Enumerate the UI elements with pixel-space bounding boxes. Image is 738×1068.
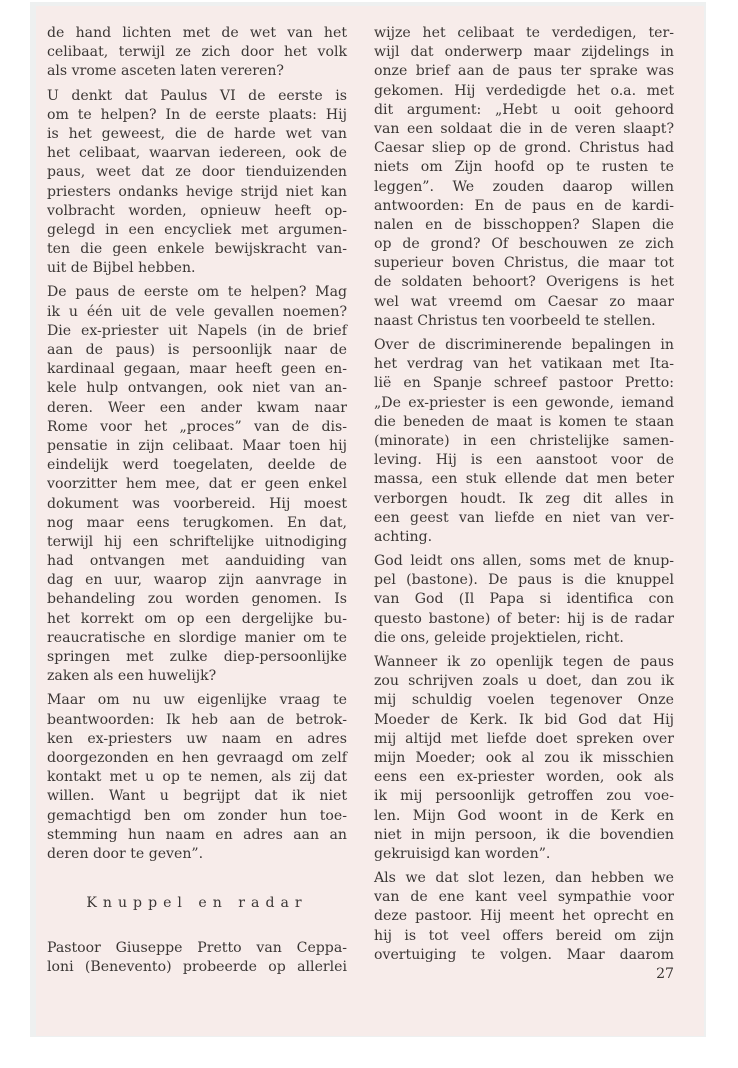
text-line: „De ex-priester is een gewonde, iemand <box>374 394 674 411</box>
text-line: mij altijd met liefde doet spreken over <box>374 730 674 747</box>
text-line: dokument was voorbereid. Hij moest <box>47 495 347 512</box>
text-line: volbracht worden, opnieuw heeft op- <box>47 202 347 219</box>
text-line: eindelijk werd toegelaten, deelde de <box>47 457 347 474</box>
text-line: ik u één uit de vele gevallen noemen? <box>47 303 347 320</box>
text-line: mijn Moeder; ook al zou ik misschien <box>374 749 674 766</box>
text-line: ten die geen enkele bewijskracht van- <box>47 241 347 258</box>
text-line: achting. <box>374 528 433 545</box>
text-line: kardinaal gegaan, maar heeft geen en- <box>47 361 347 378</box>
paragraph <box>47 939 347 977</box>
text-line: God leidt ons allen, soms met de knup- <box>374 553 674 570</box>
text-line: springen met zulke diep-persoonlijke <box>47 649 347 665</box>
text-line: eens een ex-priester worden, ook als <box>374 769 674 786</box>
text-line: terwijl hij een schriftelijke uitnodiging <box>47 533 347 550</box>
paragraph <box>47 283 347 686</box>
text-line: lië en Spanje schreef pastoor Pretto: <box>374 375 674 392</box>
paragraph <box>47 24 347 82</box>
text-line: dit argument: „Hebt u ooit gehoord <box>374 101 674 118</box>
text-line: naast Christus ten voorbeeld te stellen. <box>374 312 656 329</box>
text-line: paus, weet dat ze door tienduizenden <box>47 164 347 181</box>
text-line: gemachtigd ben om zonder hun toe- <box>47 807 347 824</box>
text-line: van een soldaat die in de veren slaapt? <box>374 120 674 137</box>
text-line: Moeder de Kerk. Ik bid God dat Hij <box>374 711 674 728</box>
text-line: had ontvangen met aanduiding van <box>47 553 347 570</box>
text-line: voorzitter hem mee, dat er geen enkel <box>47 476 347 493</box>
text-line: gekomen. Hij verdedigde het o.a. met <box>374 82 674 99</box>
text-line: dag en uur, waarop zijn aanvrage in <box>47 572 347 589</box>
text-line: De paus de eerste om te helpen? Mag <box>47 284 347 301</box>
text-line: niets om Zijn hoofd op te rusten te <box>374 159 674 176</box>
text-line: een geest van liefde en niet van ver- <box>374 509 674 526</box>
text-line: Die ex-priester uit Napels (in de brief <box>47 322 347 339</box>
text-line: questo bastone) of beter: hij is de radar <box>374 610 674 627</box>
text-line: ik mij persoonlijk getroffen zou voe- <box>374 788 674 805</box>
text-line: nog maar eens terugkomen. En dat, <box>47 514 347 531</box>
text-line: wel wat vreemd om Caesar zo maar <box>374 293 674 310</box>
text-line: (minorate) in een christelijke samen- <box>374 432 674 449</box>
text-line: zaken als een huwelijk? <box>47 668 217 685</box>
text-line: pensatie in zijn celibaat. Maar toen hij <box>47 437 347 454</box>
text-line: priesters ondanks hevige strijd niet kan <box>47 183 347 200</box>
text-line: het verdrag van het vatikaan met Ita- <box>374 356 674 373</box>
text-line: Als we dat slot lezen, dan hebben we <box>374 870 674 887</box>
text-line: U denkt dat Paulus VI de eerste is <box>47 87 347 104</box>
paragraph <box>47 87 347 279</box>
text-line: van God (Il Papa si identifica con <box>374 591 674 608</box>
paragraph <box>374 653 674 864</box>
text-line: deren. Weer een ander kwam naar <box>47 399 347 416</box>
text-line: len. Mijn God woont in de Kerk en <box>374 807 674 824</box>
text-line: gelegd in een encycliek met argumen- <box>47 221 347 238</box>
text-line: willen. Want u begrijpt dat ik niet <box>47 788 347 805</box>
text-line: overtuiging te volgen. Maar daarom <box>374 946 674 963</box>
text-line: Pastoor Giuseppe Pretto van Ceppa- <box>47 940 347 957</box>
paragraph <box>374 869 674 965</box>
text-line: gekruisigd kan worden”. <box>374 845 551 862</box>
text-line: het celibaat, waarvan iedereen, ook de <box>47 145 347 162</box>
text-line: Maar om nu uw eigenlijke vraag te <box>47 692 347 709</box>
left-column <box>47 24 347 978</box>
text-line: mij schuldig voelen tegenover Onze <box>374 692 674 709</box>
text-line: om te helpen? In de eerste plaats: Hij <box>47 106 347 123</box>
section-heading: Knuppel en radar <box>86 895 308 912</box>
text-line: onze brief aan de paus ter sprake was <box>374 63 674 80</box>
text-line: ken ex-priesters uw naam en adres <box>47 730 347 747</box>
text-line: het korrekt om op een dergelijke bu- <box>47 610 347 627</box>
text-line: wijze het celibaat te verdedigen, ter- <box>374 25 674 41</box>
text-line: uit de Bijbel hebben. <box>47 260 196 277</box>
text-line: loni (Benevento) probeerde op allerlei <box>47 959 347 976</box>
text-line: als vrome asceten laten vereren? <box>47 63 284 80</box>
text-line: de soldaten behoort? Overigens is het <box>374 274 674 291</box>
paragraph <box>374 336 674 547</box>
text-line: die beneden de maat is komen te staan <box>374 413 674 430</box>
text-line: Over de discriminerende bepalingen in <box>374 337 674 353</box>
text-line: behandeling zou worden genomen. Is <box>47 591 347 608</box>
text-line: superieur boven Christus, die maar tot <box>374 255 674 272</box>
text-line: hij is tot veel offers bereid om zijn <box>374 927 674 944</box>
text-line: Wanneer ik zo openlijk tegen de paus <box>374 654 674 670</box>
text-line: pel (bastone). De paus is die knuppel <box>374 572 674 589</box>
text-line: op de grond? Of beschouwen ze zich <box>374 236 674 253</box>
text-line: die ons, geleide projektielen, richt. <box>374 629 624 646</box>
text-line: Rome voor het „proces” van de dis- <box>47 418 347 435</box>
text-line: deren door te geven”. <box>47 845 204 862</box>
text-line: de hand lichten met de wet van het <box>47 25 347 41</box>
text-line: celibaat, terwijl ze zich door het volk <box>47 44 347 61</box>
text-line: kele hulp ontvangen, ook niet van an- <box>47 380 347 397</box>
text-line: van de ene kant veel sympathie voor <box>374 889 674 906</box>
text-line: antwoorden: En de paus en de kardi- <box>374 197 674 214</box>
text-line: beantwoorden: Ik heb aan de betrok- <box>47 711 347 728</box>
text-line: aan de paus) is persoonlijk naar de <box>47 342 347 358</box>
text-line: is het geweest, die de harde wet van <box>47 125 347 142</box>
text-line: verborgen houdt. Ik zeg dit alles in <box>374 490 674 507</box>
text-line: stemming hun naam en adres aan an <box>47 826 347 843</box>
text-line: leving. Hij is een aanstoot voor de <box>374 452 674 469</box>
text-line: wijl dat onderwerp maar zijdelings in <box>374 44 674 61</box>
right-column <box>374 24 674 984</box>
text-line: doorgezonden en hen gevraagd om zelf <box>47 749 347 766</box>
text-line: reaucratische en slordige manier om te <box>47 629 347 646</box>
paragraph <box>374 552 674 648</box>
page-number: 27 <box>656 966 674 982</box>
text-line: massa, een stuk ellende dat men beter <box>374 471 674 488</box>
text-line: leggen”. We zouden daarop willen <box>374 178 674 195</box>
text-line: niet in mijn persoon, ik die bovendien <box>374 826 674 843</box>
text-line: Caesar sliep op de grond. Christus had <box>374 140 674 157</box>
text-line: deze pastoor. Hij meent het oprecht en <box>374 908 674 925</box>
paragraph <box>47 691 347 864</box>
text-line: nalen en de bisschoppen? Slapen die <box>374 216 674 233</box>
paragraph <box>374 24 674 331</box>
text-line: zou schrijven zoals u doet, dan zou ik <box>374 673 674 690</box>
text-line: kontakt met u op te nemen, als zij dat <box>47 769 347 786</box>
